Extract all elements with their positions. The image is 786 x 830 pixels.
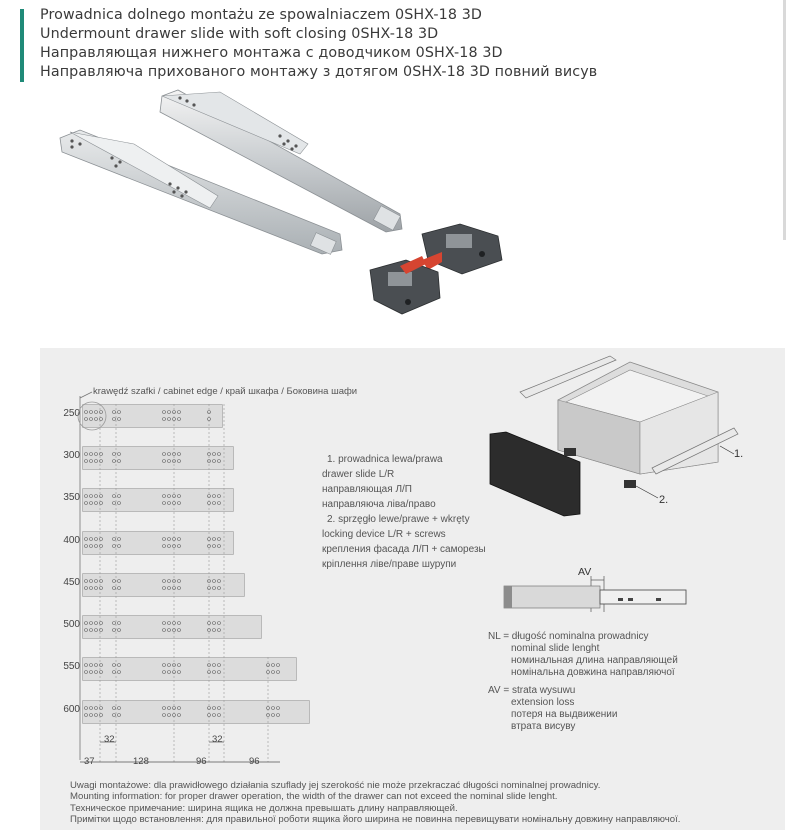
dim-32-left: 32 xyxy=(104,734,115,745)
slide-bar-500 xyxy=(82,615,262,639)
slide-length-600: 600 xyxy=(63,704,80,715)
slide-length-400: 400 xyxy=(63,535,80,546)
slide-bar-450 xyxy=(82,573,245,597)
slide-length-350: 350 xyxy=(63,492,80,503)
nl-def-ua: номінальна довжина направляючої xyxy=(511,667,675,678)
dim-96-left: 96 xyxy=(196,756,207,767)
slide-length-450: 450 xyxy=(63,577,80,588)
av-def-pl: AV = strata wysuwu xyxy=(488,685,576,696)
av-def-ru: потеря на выдвижении xyxy=(511,709,618,720)
page-title xyxy=(40,6,597,82)
slide-bar-400 xyxy=(82,531,234,555)
legend-item1-ua: направляюча ліва/право xyxy=(322,499,436,510)
dim-32-right: 32 xyxy=(212,734,223,745)
slide-length-250: 250 xyxy=(63,408,80,419)
nl-def-pl: NL = długość nominalna prowadnicy xyxy=(488,631,649,642)
title-russian: Направляющая нижнего монтажа с доводчиком 0SHX-18 3D xyxy=(40,45,503,61)
title-english: Undermount drawer slide with soft closing 0SHX-18 3D xyxy=(40,26,439,42)
nl-def-en: nominal slide lenght xyxy=(511,643,600,654)
callout-1: 1. xyxy=(734,448,744,460)
dim-96-right: 96 xyxy=(249,756,260,767)
slide-length-500: 500 xyxy=(63,619,80,630)
accent-bar xyxy=(20,9,24,82)
product-photo xyxy=(50,84,520,344)
dim-128: 128 xyxy=(133,756,149,767)
note-ukrainian: Примітки щодо встановлення: для правильної роботи ящика його ширина не повинна перевищувати номінальну довжину направляючої. xyxy=(70,813,681,825)
legend-item1-pl: 1. prowadnica lewa/prawa xyxy=(327,454,443,465)
legend-item2-ru: крепления фасада Л/П + саморезы xyxy=(322,544,486,555)
av-label: AV xyxy=(578,566,592,578)
av-def-ua: втрата висуву xyxy=(511,721,576,732)
slide-length-550: 550 xyxy=(63,661,80,672)
slide-length-300: 300 xyxy=(63,450,80,461)
note-english: Mounting information: for proper drawer operation, the width of the drawer can not exceed the nominal slide lenght. xyxy=(70,791,558,803)
note-russian: Техническое примечание: ширина ящика не должна превышать длину направляющей. xyxy=(70,802,458,814)
legend-item2-en: locking device L/R + screws xyxy=(322,529,446,540)
legend-item2-ua: кріплення ліве/праве шурупи xyxy=(322,559,457,570)
slide-bar-350 xyxy=(82,488,234,512)
drawer-assembly-illustration xyxy=(480,350,740,520)
legend-item2-pl: 2. sprzęgło lewe/prawe + wkręty xyxy=(327,514,470,525)
slide-bar-250 xyxy=(82,404,223,428)
title-ukrainian: Направляюча прихованого монтажу з дотягом 0SHX-18 3D повний висув xyxy=(40,64,598,80)
note-polish: Uwagi montażowe: dla prawidłowego działania szuflady jej szerokość nie może przekraczać długości nominalnej prowadnicy. xyxy=(70,780,601,791)
locking-device-upper xyxy=(422,224,502,274)
dim-37: 37 xyxy=(84,756,95,767)
av-def-en: extension loss xyxy=(511,697,575,708)
callout-2: 2. xyxy=(659,494,669,506)
nl-def-ru: номинальная длина направляющей xyxy=(511,655,678,666)
slide-bar-600 xyxy=(82,700,310,724)
mounting-notes xyxy=(70,780,680,825)
slide-bar-550 xyxy=(82,657,297,681)
extension-loss-diagram xyxy=(500,576,690,616)
slide-bar-300 xyxy=(82,446,234,470)
legend-item1-ru: направляющая Л/П xyxy=(322,484,412,495)
title-polish: Prowadnica dolnego montażu ze spowalniaczem 0SHX-18 3D xyxy=(40,7,483,23)
cabinet-edge-label: krawędź szafki / cabinet edge / край шкафа / Боковина шафи xyxy=(93,386,358,397)
legend-item1-en: drawer slide L/R xyxy=(322,469,395,480)
